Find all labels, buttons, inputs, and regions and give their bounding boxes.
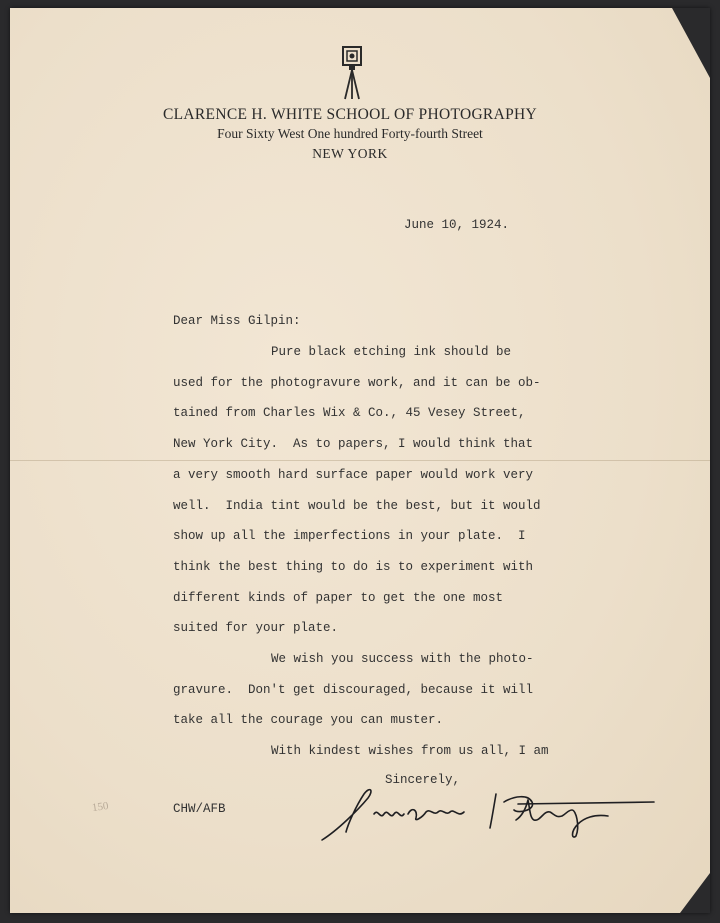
letterhead-name: CLARENCE H. WHITE SCHOOL OF PHOTOGRAPHY: [163, 106, 537, 123]
body-line: tained from Charles Wix & Co., 45 Vesey Street,: [173, 406, 526, 420]
closing: Sincerely,: [385, 773, 461, 787]
body-line: a very smooth hard surface paper would work very: [173, 468, 534, 482]
body-line: Pure black etching ink should be: [271, 345, 512, 359]
body-line: With kindest wishes from us all, I am: [271, 744, 549, 758]
typist-initials: CHW/AFB: [173, 802, 226, 816]
body-line: take all the courage you can muster.: [173, 713, 444, 727]
body-line: well. India tint would be the best, but it would: [173, 499, 541, 513]
body-line: We wish you success with the photo-: [271, 652, 534, 666]
body-line: used for the photogravure work, and it can be ob-: [173, 376, 541, 390]
paper-crease: [10, 460, 710, 461]
body-line: suited for your plate.: [173, 621, 339, 635]
letterhead-city: NEW YORK: [312, 146, 388, 161]
letterhead-address: Four Sixty West One hundred Forty-fourth Street: [217, 126, 483, 141]
letter-page: [10, 8, 710, 913]
salutation: Dear Miss Gilpin:: [173, 314, 301, 328]
camera-logo-icon: [340, 45, 364, 101]
body-line: show up all the imperfections in your plate. I: [173, 529, 526, 543]
body-line: different kinds of paper to get the one most: [173, 591, 504, 605]
body-line: New York City. As to papers, I would think that: [173, 437, 534, 451]
body-line: gravure. Don't get discouraged, because it will: [173, 683, 534, 697]
letter-date: June 10, 1924.: [404, 218, 510, 232]
corner-fold-top-right: [672, 8, 710, 78]
pencil-note: 150: [91, 799, 110, 815]
corner-fold-bottom-right: [680, 873, 710, 913]
handwritten-signature: [318, 780, 658, 850]
body-line: think the best thing to do is to experiment with: [173, 560, 534, 574]
